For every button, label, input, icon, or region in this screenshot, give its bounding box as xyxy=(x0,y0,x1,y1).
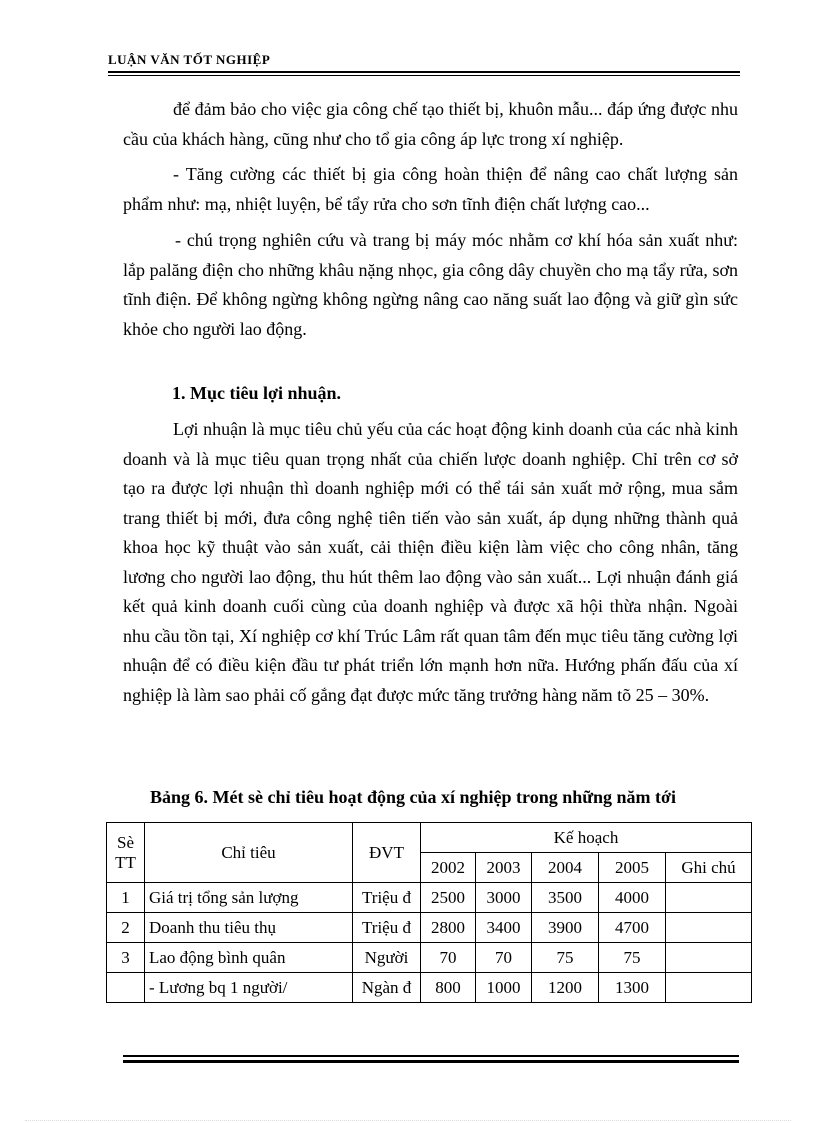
cell-unit: Triệu đ xyxy=(353,913,421,943)
table-row xyxy=(107,973,752,1003)
header-year: 2005 xyxy=(599,853,666,883)
table-header-row xyxy=(107,823,752,853)
header-rule xyxy=(108,71,740,73)
cell-note xyxy=(666,973,752,1003)
cell-stt: 3 xyxy=(107,943,145,973)
cell-stt: 1 xyxy=(107,883,145,913)
cell-value: 2800 xyxy=(421,913,476,943)
header-rule-thin xyxy=(108,75,740,76)
header-stt: Sè TT xyxy=(107,823,145,883)
cell-value: 75 xyxy=(599,943,666,973)
paragraph-1: để đảm bảo cho việc gia công chế tạo thiết bị, khuôn mẫu... đáp ứng được nhu cầu của khách hàng, cũng như cho tổ gia công áp lực trong xí nghiệp. xyxy=(123,99,738,149)
header-dvt: ĐVT xyxy=(353,823,421,883)
cell-value: 3500 xyxy=(532,883,599,913)
cell-name: Giá trị tổng sản lượng xyxy=(145,883,353,913)
cell-value: 70 xyxy=(476,943,532,973)
table-row xyxy=(107,943,752,973)
cell-value: 70 xyxy=(421,943,476,973)
cell-value: 4000 xyxy=(599,883,666,913)
cell-value: 1300 xyxy=(599,973,666,1003)
cell-name: Doanh thu tiêu thụ xyxy=(145,913,353,943)
header-year: 2004 xyxy=(532,853,599,883)
cell-note xyxy=(666,883,752,913)
cell-value: 3000 xyxy=(476,883,532,913)
cell-name: - Lương bq 1 người/ xyxy=(145,973,353,1003)
cell-value: 3400 xyxy=(476,913,532,943)
table-caption: Bảng 6. Mét sè chỉ tiêu hoạt động của xí nghiệp trong những năm tới xyxy=(150,787,676,807)
running-header: LUẬN VĂN TỐT NGHIỆP xyxy=(108,52,271,67)
table-row xyxy=(107,883,752,913)
footer-rule-thick xyxy=(123,1060,739,1063)
cell-note xyxy=(666,913,752,943)
cell-unit: Triệu đ xyxy=(353,883,421,913)
cell-value: 1000 xyxy=(476,973,532,1003)
footer-rule xyxy=(123,1055,739,1057)
cell-stt: 2 xyxy=(107,913,145,943)
table-row xyxy=(107,913,752,943)
page-edge-dots xyxy=(25,1120,791,1121)
cell-value: 3900 xyxy=(532,913,599,943)
cell-value: 1200 xyxy=(532,973,599,1003)
cell-unit: Ngàn đ xyxy=(353,973,421,1003)
header-ghi-chu: Ghi chú xyxy=(666,853,752,883)
cell-value: 75 xyxy=(532,943,599,973)
header-chi-tieu: Chỉ tiêu xyxy=(145,823,353,883)
cell-unit: Người xyxy=(353,943,421,973)
cell-value: 4700 xyxy=(599,913,666,943)
paragraph-3: - chú trọng nghiên cứu và trang bị máy móc nhằm cơ khí hóa sản xuất như: lắp palăng điện cho những khâu nặng nhọc, gia công dây chuyền cho mạ tẩy rửa, sơn tĩnh điện. Để không ngừng không ngừng nâng cao năng suất lao động và giữ gìn sức khỏe cho người lao động. xyxy=(123,230,738,339)
cell-value: 800 xyxy=(421,973,476,1003)
header-ke-hoach: Kế hoạch xyxy=(421,823,752,853)
cell-value: 2500 xyxy=(421,883,476,913)
targets-table xyxy=(106,822,752,1003)
cell-stt xyxy=(107,973,145,1003)
section-heading: 1. Mục tiêu lợi nhuận. xyxy=(172,383,341,403)
header-year: 2002 xyxy=(421,853,476,883)
header-year: 2003 xyxy=(476,853,532,883)
cell-name: Lao động bình quân xyxy=(145,943,353,973)
cell-note xyxy=(666,943,752,973)
paragraph-2: - Tăng cường các thiết bị gia công hoàn thiện để nâng cao chất lượng sản phẩm như: mạ, nhiệt luyện, bể tẩy rửa cho sơn tĩnh điện chất lượng cao... xyxy=(123,164,738,214)
section-body: Lợi nhuận là mục tiêu chủ yếu của các hoạt động kinh doanh của các nhà kinh doanh và là mục tiêu quan trọng nhất của chiến lược doanh nghiệp. Chỉ trên cơ sở tạo ra được lợi nhuận thì doanh nghiệp mới có thể tái sản xuất mở rộng, mua sắm trang thiết bị mới, đưa công nghệ tiên tiến vào sản xuất, áp dụng những thành quả khoa học kỹ thuật vào sản xuất, cải thiện điều kiện làm việc cho công nhân, tăng lương cho người lao động, thu hút thêm lao động vào sản xuất... Lợi nhuận đánh giá kết quả kinh doanh cuối cùng của doanh nghiệp và được xã hội thừa nhận. Ngoài nhu cầu tồn tại, Xí nghiệp cơ khí Trúc Lâm rất quan tâm đến mục tiêu tăng cường lợi nhuận để có điều kiện đầu tư phát triển lớn mạnh hơn nữa. Hướng phấn đấu của xí nghiệp là làm sao phải cố gắng đạt được mức tăng trưởng hàng năm tõ 25 – 30%. xyxy=(123,419,738,705)
